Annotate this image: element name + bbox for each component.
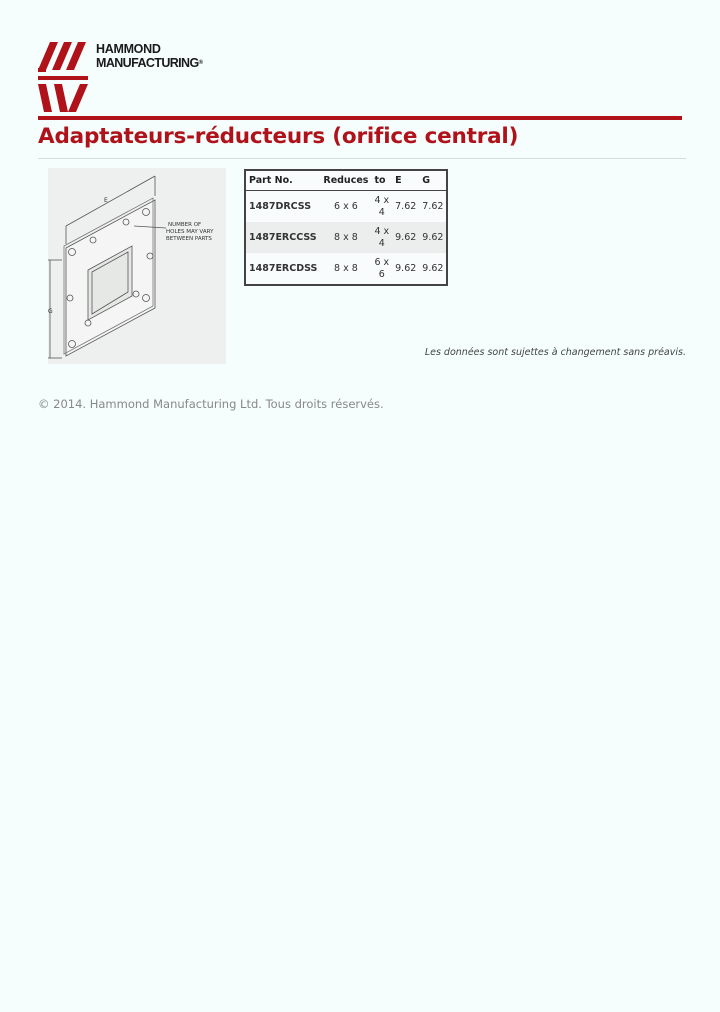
product-drawing	[48, 168, 226, 364]
header-e: E	[392, 170, 419, 191]
to-value-line-2: 6	[378, 268, 385, 280]
hammond-logo[interactable]	[38, 42, 238, 114]
to-value	[371, 222, 392, 253]
page-title: Adaptateurs-réducteurs (orifice central)	[38, 124, 519, 149]
table-row	[245, 191, 447, 223]
e-value: 9.62	[395, 263, 417, 274]
logo-line-2-text: MANUFACTURING	[96, 56, 199, 70]
to-value-line-1: 4 x	[374, 194, 390, 206]
spec-table	[244, 169, 448, 286]
header-reduces: Reduces	[320, 170, 371, 191]
logo-wordmark	[96, 42, 202, 70]
hammond-logo-mark-icon	[38, 42, 92, 114]
header-red-bar	[38, 116, 682, 120]
g-value: 9.62	[422, 263, 444, 274]
to-value-line-1: 4 x	[374, 225, 390, 237]
part-number: 1487ERCCSS	[245, 222, 320, 253]
logo-line-2	[96, 56, 202, 70]
title-divider	[38, 158, 686, 159]
to-value-line-2: 4	[378, 206, 385, 218]
logo-line-1: HAMMOND	[96, 42, 161, 56]
dimension-e-label: E	[104, 197, 108, 204]
table-row	[245, 253, 447, 285]
part-number: 1487ERCDSS	[249, 263, 318, 274]
header-part-no: Part No.	[245, 170, 320, 191]
drawing-note-line-3: BETWEEN PARTS	[166, 236, 212, 242]
drawing-note-line-1: NUMBER OF	[168, 222, 202, 228]
registered-mark: ®	[198, 60, 203, 66]
table-row	[245, 222, 447, 253]
to-value	[371, 191, 392, 223]
table-header-row	[245, 170, 447, 191]
dimension-g-label: G	[48, 308, 53, 315]
header-g: G	[419, 170, 447, 191]
reduces-value: 6 x 6	[334, 201, 358, 212]
copyright-footer: © 2014. Hammond Manufacturing Ltd. Tous droits réservés.	[38, 397, 384, 411]
g-value: 9.62	[419, 222, 447, 253]
reduces-value: 8 x 8	[334, 263, 358, 274]
reduces-value: 8 x 8	[320, 222, 371, 253]
to-value	[371, 253, 392, 285]
disclaimer-note: Les données sont sujettes à changement sans préavis.	[424, 347, 686, 358]
to-value-line-2: 4	[378, 237, 385, 249]
g-value: 7.62	[422, 201, 444, 212]
drawing-note-line-2: HOLES MAY VARY	[166, 229, 214, 235]
e-value: 7.62	[395, 201, 417, 212]
header-to: to	[371, 170, 392, 191]
adapter-plate-drawing-icon	[48, 168, 226, 364]
e-value: 9.62	[392, 222, 419, 253]
to-value-line-1: 6 x	[374, 256, 390, 268]
part-number: 1487DRCSS	[249, 201, 312, 212]
